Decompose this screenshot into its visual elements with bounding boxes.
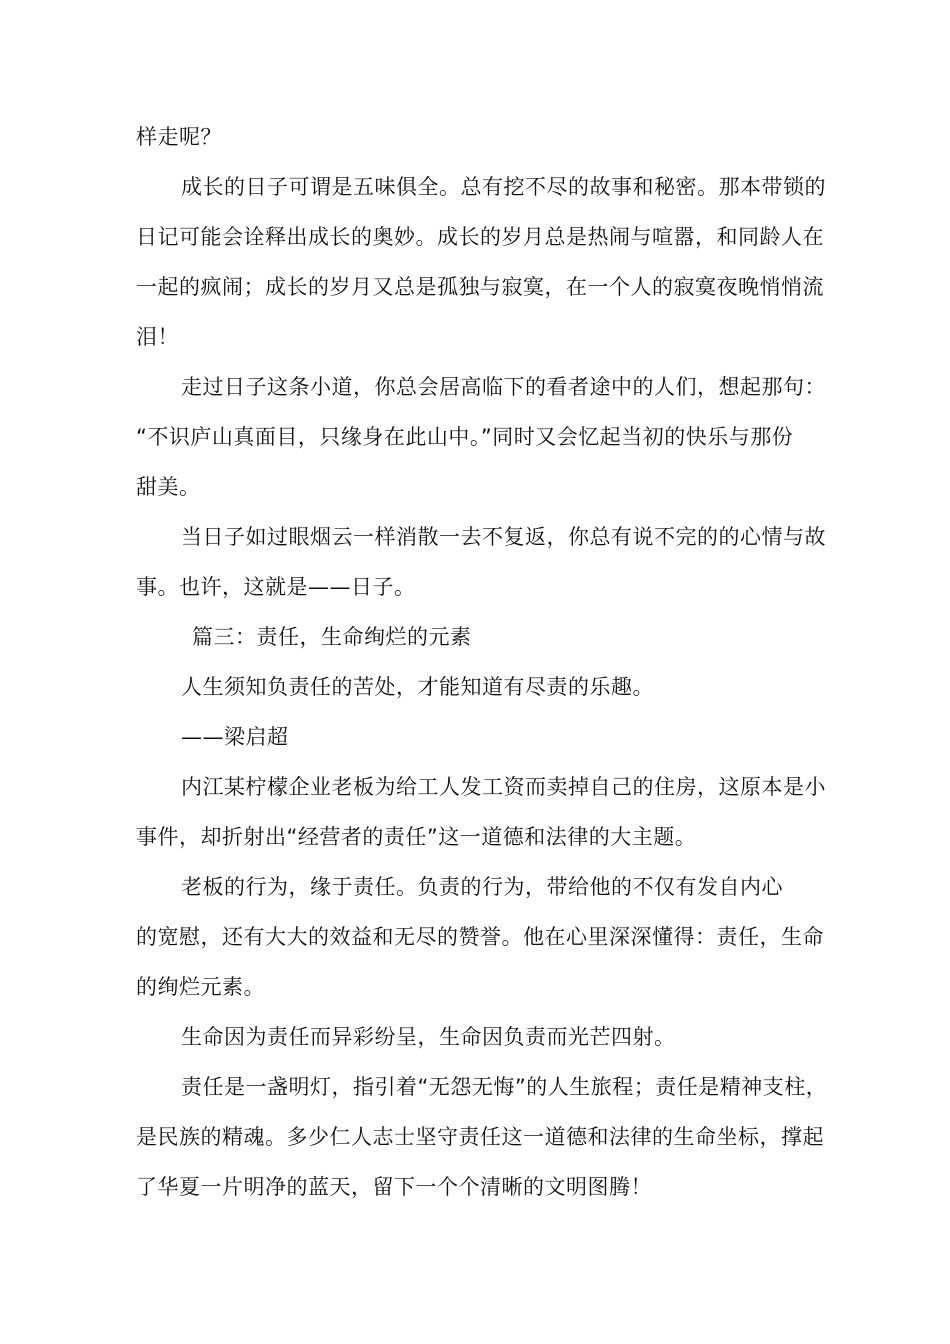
paragraph-line: 了华夏一片明净的蓝天，留下一个个清晰的文明图腾！ — [136, 1175, 652, 1199]
paragraph-line: 当日子如过眼烟云一样消散一去不复返，你总有说不完的的心情与故 — [181, 525, 826, 549]
paragraph-line: 日记可能会诠释出成长的奥妙。成长的岁月总是热闹与喧嚣，和同龄人在 — [136, 225, 824, 249]
paragraph-line: 责任是一盏明灯，指引着“无怨无悔”的人生旅程；责任是精神支柱， — [181, 1075, 828, 1099]
paragraph-line: 老板的行为，缘于责任。负责的行为，带给他的不仅有发自内心 — [181, 875, 783, 899]
paragraph-line: 内江某柠檬企业老板为给工人发工资而卖掉自己的住房，这原本是小 — [181, 775, 826, 799]
paragraph-line: 事件，却折射出“经营者的责任”这一道德和法律的大主题。 — [136, 825, 697, 849]
paragraph-line: 一起的疯闹；成长的岁月又总是孤独与寂寞，在一个人的寂寞夜晚悄悄流 — [136, 275, 824, 299]
paragraph-line: 样走呢？ — [136, 125, 222, 149]
paragraph-line: 是民族的精魂。多少仁人志士坚守责任这一道德和法律的生命坐标，撑起 — [136, 1125, 824, 1149]
paragraph-line: 事。也许，这就是——日子。 — [136, 575, 416, 599]
paragraph-line: 生命因为责任而异彩纷呈，生命因负责而光芒四射。 — [181, 1025, 676, 1049]
paragraph-line: “不识庐山真面目，只缘身在此山中。”同时又会忆起当初的快乐与那份 — [136, 425, 794, 449]
paragraph-line: 泪！ — [136, 325, 179, 349]
paragraph-line: 甜美。 — [136, 475, 201, 499]
quote-line: 人生须知负责任的苦处，才能知道有尽责的乐趣。 — [181, 675, 654, 699]
quote-attribution: ——梁启超 — [181, 725, 289, 749]
paragraph-line: 的绚烂元素。 — [136, 975, 265, 999]
section-heading: 篇三：责任，生命绚烂的元素 — [192, 625, 472, 649]
paragraph-line: 成长的日子可谓是五味俱全。总有挖不尽的故事和秘密。那本带锁的 — [181, 175, 826, 199]
paragraph-line: 的宽慰，还有大大的效益和无尽的赞誉。他在心里深深懂得：责任，生命 — [136, 925, 824, 949]
paragraph-line: 走过日子这条小道，你总会居高临下的看者途中的人们，想起那句： — [181, 375, 826, 399]
